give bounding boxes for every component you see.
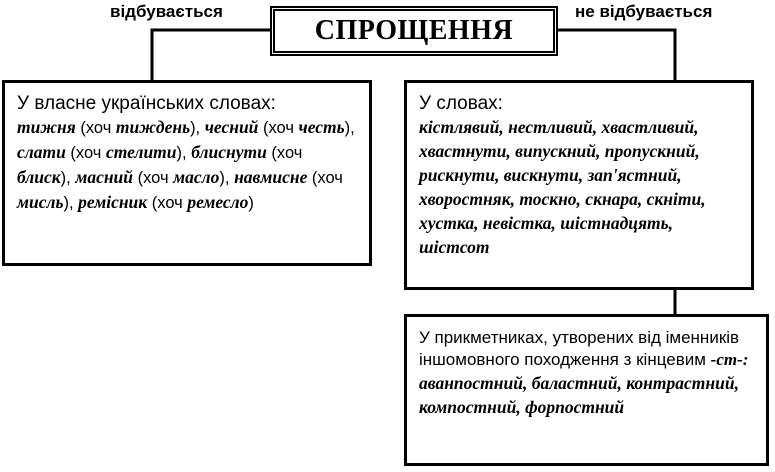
branch-label-happens: відбувається xyxy=(110,2,223,21)
left-item-word: слати xyxy=(17,142,66,162)
left-item-note: ), xyxy=(63,194,79,212)
left-box-items xyxy=(17,115,357,215)
bottom-box-word-list: аванпостний, баластний, контрастний, компостний, форпостний xyxy=(419,373,739,417)
left-item-word: навмисне xyxy=(234,167,308,187)
left-item-ref: мисль xyxy=(17,192,64,212)
left-item-ref: стелити xyxy=(105,142,177,162)
left-item-note: (хоч xyxy=(258,119,299,137)
left-item-note: ), xyxy=(190,119,205,137)
left-item-word: блиснути xyxy=(191,142,267,162)
left-item-note: ), xyxy=(219,169,235,187)
left-item-note: (хоч xyxy=(133,169,174,187)
left-item-note: (хоч xyxy=(307,169,343,187)
right-box xyxy=(404,80,754,290)
left-connector xyxy=(152,30,270,80)
left-item-word: чесний xyxy=(204,117,259,137)
bottom-box-heading-suffix: -ст-: xyxy=(710,350,749,369)
left-box xyxy=(2,80,372,266)
left-item-note: ), xyxy=(60,169,76,187)
bottom-box xyxy=(404,314,769,466)
right-box-word-list: кістлявий, нестливий, хвастливий, хвастнути, випускний, пропускний, рискнути, вискнути, зап'ястний, хворостняк, тоскно, скнара, скніти, хустка, невістка, шістнадцять, шістсот xyxy=(419,117,706,257)
left-item-note: ) xyxy=(248,194,254,212)
diagram-title: СПРОЩЕННЯ xyxy=(314,15,514,46)
bottom-box-words xyxy=(419,371,754,419)
bottom-box-heading-text: У прикметниках, утворених від іменників іншомовного походження з кінцевим xyxy=(419,328,740,369)
right-connector xyxy=(558,30,675,80)
left-item-word: тижня xyxy=(17,117,76,137)
left-item-note: (хоч xyxy=(266,144,303,162)
right-box-heading: У словах: xyxy=(419,93,503,114)
left-item-ref: тиждень xyxy=(115,117,191,137)
left-item-note: ), xyxy=(344,119,355,137)
left-item-note: ), xyxy=(176,144,192,162)
left-item-note: (хоч xyxy=(75,119,116,137)
right-box-words xyxy=(419,115,739,259)
left-item-note: (хоч xyxy=(147,194,188,212)
bottom-box-heading xyxy=(419,327,754,371)
left-item-word: масний xyxy=(75,167,134,187)
left-item-ref: ремесло xyxy=(187,192,249,212)
branch-label-not-happens: не відбувається xyxy=(575,2,713,21)
left-item-ref: честь xyxy=(298,117,345,137)
left-item-ref: блиск xyxy=(17,167,61,187)
left-box-heading: У власне українських словах: xyxy=(17,93,276,114)
title-box xyxy=(270,6,558,56)
left-item-note: (хоч xyxy=(65,144,106,162)
left-item-word: ремісник xyxy=(78,192,148,212)
left-item-ref: масло xyxy=(173,167,220,187)
